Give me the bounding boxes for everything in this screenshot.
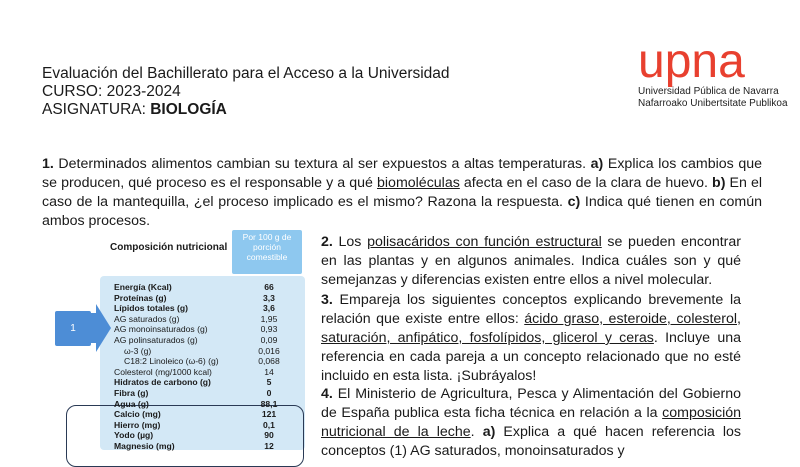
q1-part-a: a) [590,156,604,172]
table-row [114,367,294,377]
nutrient-name: Hierro (mg) [114,419,161,430]
q4-text-3: Explica a qué hacen referencia los conceptos (1) AG saturados, monoinsaturados y [321,424,742,459]
exam-title: Evaluación del Bachillerato para el Acceso a la Universidad [42,65,450,82]
nutrient-value: 66 [264,282,274,292]
nutrient-name: Lípidos totales (g) [114,303,188,314]
q1-text-1: Determinados alimentos cambian su textura al ser expuestos a altas temperaturas. [53,156,591,172]
nutrition-table [114,282,304,452]
nutrient-value: 3,6 [263,303,275,314]
nutrient-name: Energía (Kcal) [114,282,172,292]
q4-text-1: El Ministerio de Agricultura, Pesca y Alimentación del Gobierno de España publica esta ficha técnica en relación a la [321,386,741,421]
question-2 [321,233,741,290]
q2-underlined: polisacáridos con función estructural [367,234,602,250]
nutrient-name: AG saturados (g) [114,313,180,324]
q2-text-2: se pueden encontrar en las plantas y en algunos animales. Indica cuáles son y qué semejanzas y diferencias existen entre ellos a nivel molecular. [321,234,741,288]
nutrient-name: Calcio (mg) [114,409,161,420]
table-row [114,430,294,440]
question-3 [321,291,741,386]
q1-number: 1. [42,156,54,172]
marker-1-box: 1 [55,311,91,346]
nutrient-name: Proteínas (g) [114,292,167,303]
nutrient-value: 88,1 [260,398,278,409]
table-row [114,420,294,430]
q1-part-c: c) [567,194,581,210]
q1-text-4: En el caso de la mantequilla, ¿el proceso implicado es el mismo? Razona la respuesta. [42,175,762,210]
nutrient-value: 1,95 [260,313,278,324]
q3-number: 3. [321,292,333,308]
nutrient-value: 12 [264,441,274,451]
nutrient-value: 0 [266,388,272,398]
q4-underlined: composición nutricional de la leche [321,405,741,440]
table-row [114,303,294,313]
table-row [114,346,294,356]
nutrient-name: AG polinsaturados (g) [114,335,198,345]
nutrient-name: Colesterol (mg/1000 kcal) [114,366,212,377]
q3-text-2: . Incluye una referencia en cada pareja a un concepto relacionado que no esté incluido en esta lista. ¡Subráyalos! [321,330,742,384]
nutrient-name: AG monoinsaturados (g) [114,324,208,335]
q1-part-b: b) [712,175,726,191]
q4-text-2: . [470,424,483,440]
q3-underlined: ácido graso, esteroide, colesterol, saturación, anfipático, fosfolípidos, glicerol y ceras [321,311,741,346]
table-row [114,293,294,303]
q1-underlined: biomoléculas [377,175,460,191]
table-row [114,335,294,345]
table-row [114,282,294,292]
nutrient-value: 0,1 [263,419,275,430]
q2-number: 2. [321,234,333,250]
logo-word: upna [638,35,745,88]
table-title: Composición nutricional [110,242,228,253]
table-row [114,356,294,366]
nutrient-value: 0,09 [260,335,278,345]
q4-part-a: a) [482,424,496,440]
nutrient-value: 3,3 [263,292,275,303]
nutrient-value: 0,068 [258,356,280,367]
subject-name: BIOLOGÍA [150,101,227,118]
table-row [114,324,294,334]
q4-number: 4. [321,386,333,402]
upna-logo [638,35,788,110]
table-row [114,388,294,398]
course-line: CURSO: 2023-2024 [42,83,181,100]
nutrient-name: Fibra (g) [114,388,149,398]
table-row [114,314,294,324]
q2-text-1: Los [332,234,368,250]
nutrient-value: 90 [264,430,274,441]
nutrient-name: ω-3 (g) [124,345,152,356]
subject-line [42,100,227,119]
nutrient-name: Hidratos de carbono (g) [114,377,211,388]
nutrient-name: Agua (g) [114,398,149,409]
q1-text-2: Explica los cambios que se producen, qué proceso es el responsable y a qué [42,156,762,191]
q1-text-5: Indica qué tienen en común ambos procesos. [42,194,763,229]
table-row [114,409,294,419]
nutrient-value: 5 [266,377,272,388]
subject-prefix: ASIGNATURA: [42,101,151,118]
logo-subtitle-eu: Nafarroako Unibertsitate Publikoa [638,98,788,109]
nutrient-name: Magnesio (mg) [114,441,175,451]
nutrient-name: C18:2 Linoleico (ω-6) (g) [124,356,219,367]
q1-text-3: afecta en el caso de la clara de huevo. [459,175,713,191]
nutrient-value: 121 [261,409,277,420]
table-row [114,377,294,387]
nutrient-name: Yodo (µg) [114,430,154,441]
q3-text-1: Empareja los siguientes conceptos explicando brevemente la relación que existe entre ellos: [321,292,741,327]
nutrient-value: 14 [264,366,274,377]
table-column-header: Por 100 g de porción comestible [232,230,302,274]
nutrient-value: 0,016 [258,345,280,356]
logo-subtitle-es: Universidad Pública de Navarra [638,86,779,97]
question-1 [42,155,762,231]
table-row [114,399,294,409]
marker-arrow-icon [90,304,112,352]
nutrient-value: 0,93 [260,324,278,335]
